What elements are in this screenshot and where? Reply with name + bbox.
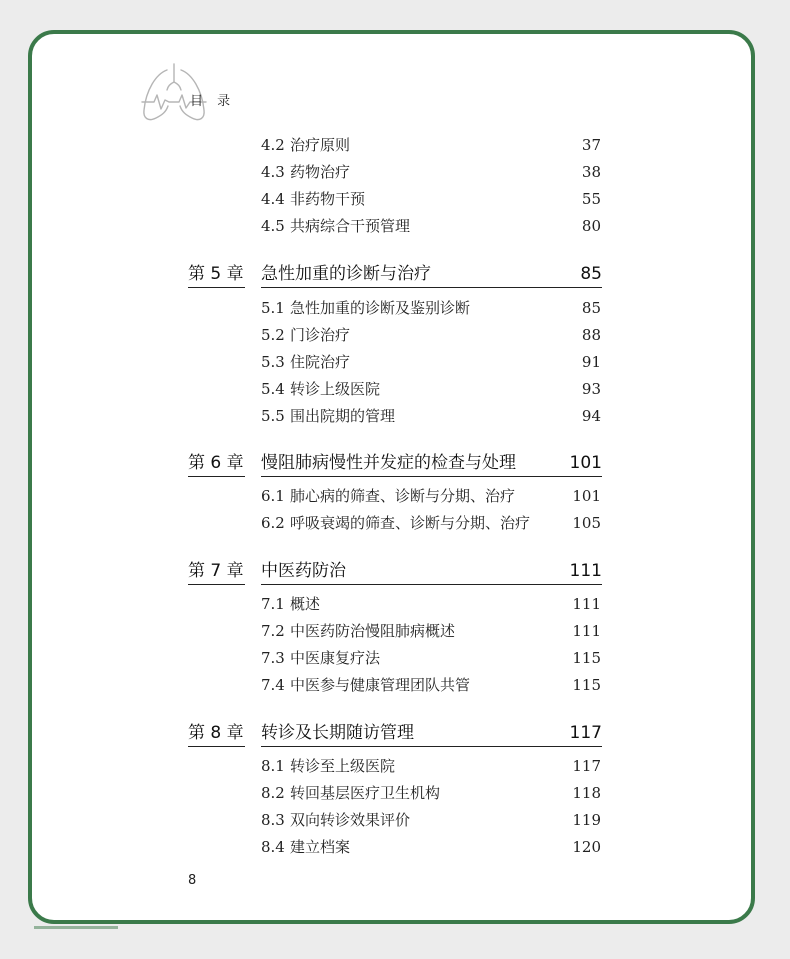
section-title: 中医药防治慢阻肺病概述 — [290, 622, 456, 640]
section-page: 105 — [572, 514, 601, 532]
toc-section-8-1[interactable] — [261, 756, 601, 776]
chapter-label: 第 5 章 — [188, 262, 245, 288]
section-number: 5.1 — [261, 299, 285, 317]
section-title: 非药物干预 — [290, 190, 366, 208]
toc-section-7-4[interactable] — [261, 675, 601, 695]
chapter-page: 85 — [580, 264, 602, 284]
toc-section-4-4[interactable] — [261, 189, 601, 209]
frame-notch — [34, 926, 118, 929]
section-number: 8.2 — [261, 784, 285, 802]
section-title: 急性加重的诊断及鉴别诊断 — [290, 299, 471, 317]
section-page: 111 — [572, 595, 601, 613]
section-number: 7.3 — [261, 649, 285, 667]
section-number: 8.3 — [261, 811, 285, 829]
chapter-page: 101 — [569, 453, 602, 473]
section-title: 转诊上级医院 — [290, 380, 381, 398]
chapter-label: 第 7 章 — [188, 559, 245, 585]
section-number: 5.3 — [261, 353, 285, 371]
toc-section-5-2[interactable] — [261, 325, 601, 345]
toc-section-4-2[interactable] — [261, 135, 601, 155]
section-number: 5.5 — [261, 407, 285, 425]
toc-chapter-8[interactable] — [188, 721, 602, 749]
section-number: 8.1 — [261, 757, 285, 775]
toc-chapter-6[interactable] — [188, 451, 602, 479]
section-page: 94 — [581, 407, 601, 425]
section-title: 转回基层医疗卫生机构 — [290, 784, 441, 802]
section-title: 围出院期的管理 — [290, 407, 396, 425]
toc-section-5-5[interactable] — [261, 406, 601, 426]
toc-section-6-1[interactable] — [261, 486, 601, 506]
chapter-title: 慢阻肺病慢性并发症的检查与处理 — [261, 453, 516, 473]
section-number: 6.1 — [261, 487, 285, 505]
section-title: 治疗原则 — [290, 136, 351, 154]
section-page: 101 — [572, 487, 601, 505]
section-title: 门诊治疗 — [290, 326, 351, 344]
section-number: 4.4 — [261, 190, 285, 208]
section-page: 38 — [581, 163, 601, 181]
toc-section-5-1[interactable] — [261, 298, 601, 318]
section-number: 6.2 — [261, 514, 285, 532]
section-number: 4.5 — [261, 217, 285, 235]
chapter-title-line — [261, 559, 602, 585]
running-head — [140, 62, 240, 126]
section-page: 111 — [572, 622, 601, 640]
section-title: 中医康复疗法 — [290, 649, 381, 667]
toc-section-6-2[interactable] — [261, 513, 601, 533]
toc-chapter-5[interactable] — [188, 262, 602, 290]
chapter-title-line — [261, 451, 602, 477]
toc-section-7-2[interactable] — [261, 621, 601, 641]
section-page: 55 — [581, 190, 601, 208]
toc-section-7-3[interactable] — [261, 648, 601, 668]
toc-chapter-7[interactable] — [188, 559, 602, 587]
section-number: 8.4 — [261, 838, 285, 856]
chapter-page: 117 — [569, 723, 602, 743]
toc-section-8-2[interactable] — [261, 783, 601, 803]
section-title: 呼吸衰竭的筛查、诊断与分期、治疗 — [290, 514, 531, 532]
section-page: 120 — [572, 838, 601, 856]
toc-section-5-4[interactable] — [261, 379, 601, 399]
running-head-title: 目 录 — [190, 94, 236, 109]
section-title: 转诊至上级医院 — [290, 757, 396, 775]
section-title: 概述 — [290, 595, 321, 613]
section-page: 115 — [572, 676, 601, 694]
toc-section-5-3[interactable] — [261, 352, 601, 372]
section-page: 91 — [581, 353, 601, 371]
section-page: 115 — [572, 649, 601, 667]
section-number: 4.2 — [261, 136, 285, 154]
section-number: 5.2 — [261, 326, 285, 344]
section-number: 7.2 — [261, 622, 285, 640]
chapter-label: 第 8 章 — [188, 721, 245, 747]
section-number: 7.1 — [261, 595, 285, 613]
section-title: 双向转诊效果评价 — [290, 811, 411, 829]
section-page: 93 — [581, 380, 601, 398]
section-page: 80 — [581, 217, 601, 235]
toc-section-4-5[interactable] — [261, 216, 601, 236]
section-title: 建立档案 — [290, 838, 351, 856]
section-title: 中医参与健康管理团队共管 — [290, 676, 471, 694]
page-number: 8 — [188, 873, 197, 888]
section-title: 药物治疗 — [290, 163, 351, 181]
toc-section-4-3[interactable] — [261, 162, 601, 182]
section-page: 37 — [581, 136, 601, 154]
chapter-page: 111 — [569, 561, 602, 581]
toc-section-8-3[interactable] — [261, 810, 601, 830]
section-title: 共病综合干预管理 — [290, 217, 411, 235]
toc-section-7-1[interactable] — [261, 594, 601, 614]
chapter-label: 第 6 章 — [188, 451, 245, 477]
section-title: 住院治疗 — [290, 353, 351, 371]
section-number: 4.3 — [261, 163, 285, 181]
section-page: 88 — [581, 326, 601, 344]
toc-section-8-4[interactable] — [261, 837, 601, 857]
chapter-title: 急性加重的诊断与治疗 — [261, 264, 431, 284]
chapter-title: 转诊及长期随访管理 — [261, 723, 414, 743]
section-number: 7.4 — [261, 676, 285, 694]
section-page: 85 — [581, 299, 601, 317]
chapter-title: 中医药防治 — [261, 561, 346, 581]
chapter-title-line — [261, 262, 602, 288]
section-page: 119 — [572, 811, 601, 829]
section-page: 118 — [572, 784, 601, 802]
chapter-title-line — [261, 721, 602, 747]
section-page: 117 — [572, 757, 601, 775]
section-title: 肺心病的筛查、诊断与分期、治疗 — [290, 487, 516, 505]
section-number: 5.4 — [261, 380, 285, 398]
